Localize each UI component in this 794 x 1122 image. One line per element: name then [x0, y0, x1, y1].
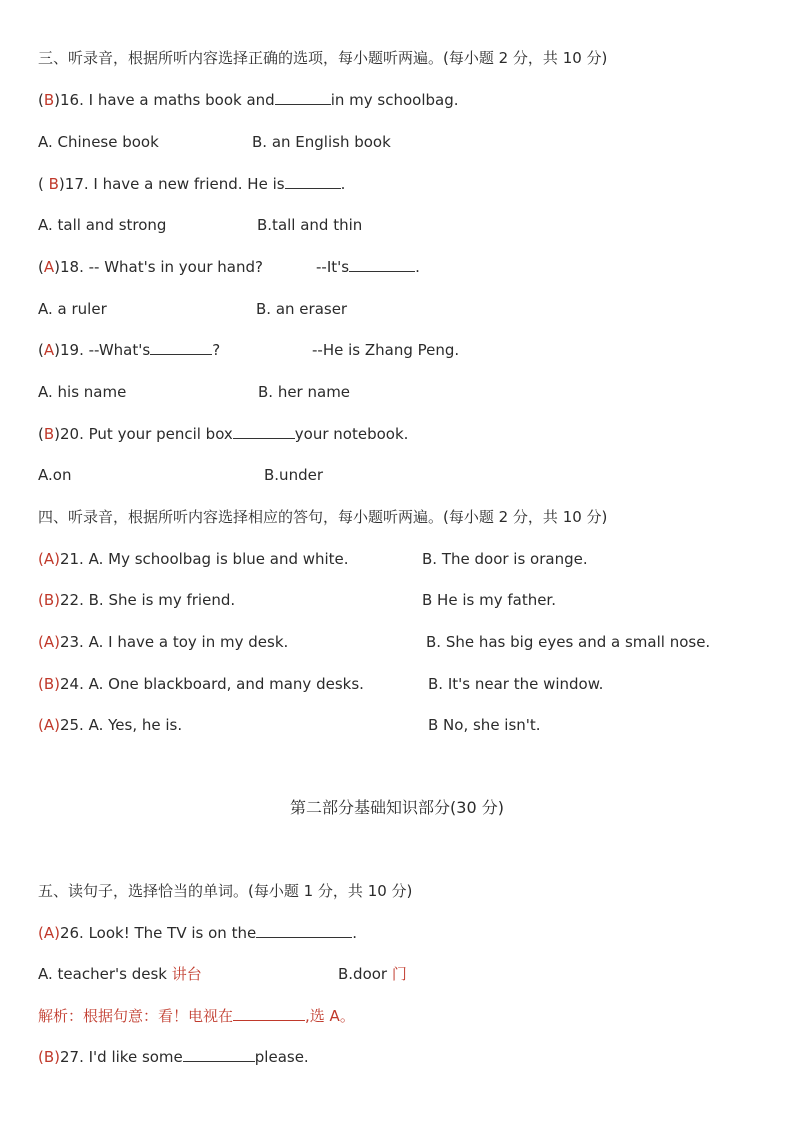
analysis-blank: [233, 1006, 305, 1021]
answer-mark: (A): [38, 550, 60, 568]
question-text: 26. Look! The TV is on the: [59, 924, 257, 942]
answer-mark: B: [43, 91, 55, 109]
question-17: [38, 174, 345, 194]
question-text: 19. --What's: [59, 341, 151, 359]
question-text-end: ?: [212, 341, 221, 359]
paren-open: (: [38, 91, 44, 109]
question-text: 20. Put your pencil box: [60, 425, 233, 443]
analysis-text-end: ,选 A。: [305, 1007, 355, 1025]
section-3-heading: 三、听录音，根据所听内容选择正确的选项，每小题听两遍。(每小题 2 分，共 10 分): [38, 49, 608, 67]
answer-blank: [349, 257, 415, 272]
response-text: --He is Zhang Peng.: [312, 341, 460, 359]
paren-close: ): [54, 258, 60, 276]
section-4-heading: 四、听录音，根据所听内容选择相应的答句，每小题听两遍。(每小题 2 分，共 10 分): [38, 508, 608, 526]
answer-mark: B: [48, 175, 59, 193]
question-text-end: your notebook.: [294, 425, 409, 443]
list-item: [38, 549, 349, 569]
item-right: B. The door is orange.: [422, 550, 588, 568]
paren-open: (: [38, 425, 44, 443]
response-text: [316, 257, 420, 277]
response-end: .: [415, 258, 420, 276]
question-16: [38, 90, 459, 110]
answer-mark: B: [43, 425, 55, 443]
question-27: [38, 1047, 309, 1067]
option-b: B.under: [264, 466, 323, 484]
paren-open: (: [38, 175, 49, 193]
item-right: B No, she isn't.: [428, 716, 541, 734]
item-left: 25. A. Yes, he is.: [59, 716, 183, 734]
item-right: B. She has big eyes and a small nose.: [426, 633, 711, 651]
question-20: [38, 424, 408, 444]
item-right: B. It's near the window.: [428, 675, 604, 693]
option-b: B. an English book: [252, 133, 391, 151]
option-a: A.on: [38, 466, 72, 484]
option-b-text: B.door: [338, 965, 392, 983]
option-a: A. Chinese book: [38, 133, 159, 151]
answer-mark: (B): [38, 675, 60, 693]
question-text-end: in my schoolbag.: [330, 91, 459, 109]
list-item: [38, 715, 182, 735]
option-b: [338, 964, 407, 984]
question-text: 27. I'd like some: [60, 1048, 183, 1066]
answer-blank: [285, 174, 341, 189]
option-b: B.tall and thin: [257, 216, 363, 234]
item-right: B He is my father.: [422, 591, 556, 609]
paren-open: (: [38, 341, 44, 359]
answer-mark: (A): [38, 716, 60, 734]
item-left: 23. A. I have a toy in my desk.: [59, 633, 289, 651]
paren-close: ): [54, 91, 61, 109]
list-item: [38, 674, 364, 694]
option-a: [38, 964, 202, 984]
question-text-end: .: [352, 924, 357, 942]
question-text: 16. I have a maths book and: [60, 91, 275, 109]
answer-blank: [183, 1047, 255, 1062]
answer-mark: (A): [38, 633, 60, 651]
option-a: A. tall and strong: [38, 216, 167, 234]
question-text: 18. -- What's in your hand?: [59, 258, 263, 276]
option-a-translation: 讲台: [171, 965, 202, 983]
answer-mark: (A): [38, 924, 60, 942]
option-a: A. a ruler: [38, 300, 107, 318]
question-26: [38, 923, 357, 943]
analysis-text: 解析：根据句意：看！电视在: [38, 1007, 234, 1025]
list-item: [38, 590, 235, 610]
option-a: A. his name: [38, 383, 127, 401]
answer-blank: [233, 424, 295, 439]
response-prefix: --It's: [316, 258, 350, 276]
question-18: [38, 257, 263, 277]
answer-blank: [275, 90, 331, 105]
question-text-end: .: [340, 175, 346, 193]
question-19: [38, 340, 220, 360]
answer-mark: A: [43, 258, 55, 276]
paren-open: (: [38, 258, 44, 276]
option-b: B. her name: [258, 383, 351, 401]
answer-mark: A: [43, 341, 55, 359]
answer-mark: (B): [38, 1048, 60, 1066]
item-left: 24. A. One blackboard, and many desks.: [60, 675, 364, 693]
question-text-end: please.: [254, 1048, 309, 1066]
answer-blank: [256, 923, 352, 938]
option-b: B. an eraser: [256, 300, 348, 318]
analysis-note: [38, 1006, 355, 1026]
paren-close: ): [54, 341, 60, 359]
list-item: [38, 632, 288, 652]
answer-mark: (B): [38, 591, 60, 609]
item-left: 22. B. She is my friend.: [60, 591, 236, 609]
question-text: 17. I have a new friend. He is: [64, 175, 285, 193]
part-2-title: 第二部分基础知识部分(30 分): [290, 798, 504, 817]
section-5-heading: 五、读句子，选择恰当的单词。(每小题 1 分，共 10 分): [38, 882, 413, 900]
answer-blank: [150, 340, 212, 355]
option-b-translation: 门: [391, 965, 407, 983]
paren-close: ): [58, 175, 65, 193]
item-left: 21. A. My schoolbag is blue and white.: [59, 550, 349, 568]
option-a-text: A. teacher's desk: [38, 965, 172, 983]
paren-close: ): [54, 425, 61, 443]
